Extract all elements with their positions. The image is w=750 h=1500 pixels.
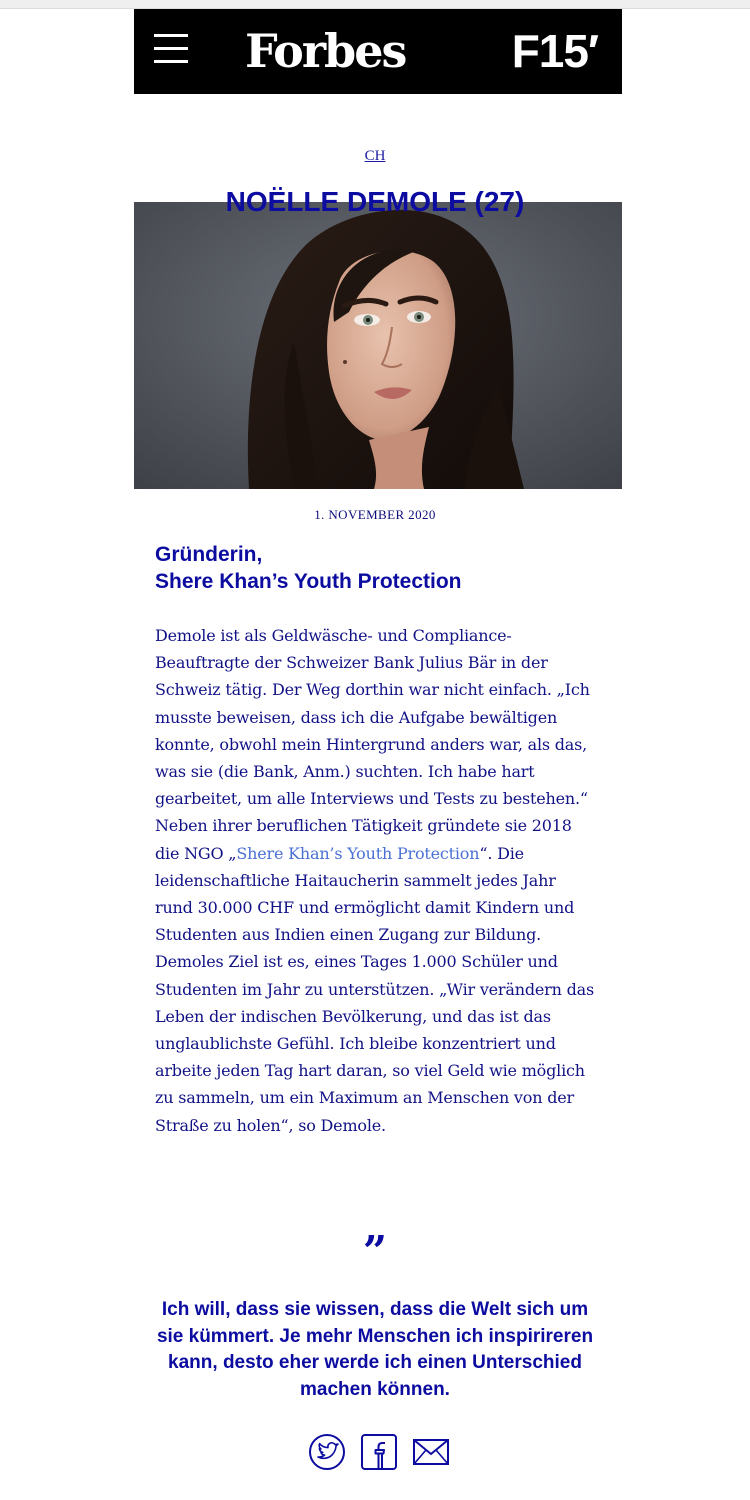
ngo-link[interactable]: Shere Khan’s Youth Protection	[236, 843, 480, 863]
person-name-heading: NOËLLE DEMOLE (27)	[225, 186, 525, 217]
portrait-photo	[134, 202, 622, 489]
article-body-part-1: Demole ist als Geldwäsche- und Compliance-Beauftragte der Schweizer Bank Julius Bär in der Schweiz tätig. Der Weg dorthin war nicht einfach. „Ich musste beweisen, dass ich die Aufgabe bewältigen konnte, obwohl mein Hintergrund anders war, als das, was sie (die Bank, Anm.) suchten. Ich habe hart gearbeitet, um alle Interviews und Tests zu bestehen.“ Neben ihrer beruflichen Tätigkeit gründete sie 2018 die NGO „	[155, 626, 590, 863]
mail-icon[interactable]	[411, 1432, 451, 1472]
article-body-part-2: “. Die leidenschaftliche Haitaucherin sammelt jedes Jahr rund 30.000 CHF und ermöglicht damit Kindern und Studenten aus Indien einen Zugang zur Bildung. Demoles Ziel ist es, eines Tages 1.000 Schüler und Studenten im Jahr zu unterstützen. „Wir verändern das Leben der indischen Bevölkerung, und das ist das unglaublichste Gefühl. Ich bleibe konzentriert und arbeite jeden Tag hart daran, so viel Geld wie möglich zu sammeln, um ein Maximum an Menschen von der Straße zu holen“, so Demole.	[155, 843, 594, 1135]
f15-badge[interactable]: F15′	[511, 25, 598, 77]
role-line-2: Shere Khan’s Youth Protection	[155, 570, 462, 593]
quote-mark-icon: ”	[362, 1227, 388, 1276]
article-body	[155, 622, 595, 1139]
site-header	[134, 9, 622, 94]
twitter-icon[interactable]	[307, 1432, 347, 1472]
forbes-logo[interactable]: Forbes	[245, 24, 406, 78]
role-line-1: Gründerin,	[155, 543, 263, 566]
facebook-icon[interactable]	[359, 1432, 399, 1472]
country-tag-link[interactable]: CH	[364, 148, 386, 164]
share-bar	[307, 1432, 452, 1472]
pull-quote: Ich will, dass sie wissen, dass die Welt sich um sie kümmert. Je mehr Menschen ich inspirireren kann, desto eher werde ich einen Unterschied machen können.	[156, 1299, 594, 1400]
role-heading	[155, 541, 595, 595]
browser-top-strip	[0, 0, 750, 9]
publish-date: 1. NOVEMBER 2020	[314, 507, 436, 522]
hamburger-menu-icon[interactable]	[154, 34, 188, 64]
